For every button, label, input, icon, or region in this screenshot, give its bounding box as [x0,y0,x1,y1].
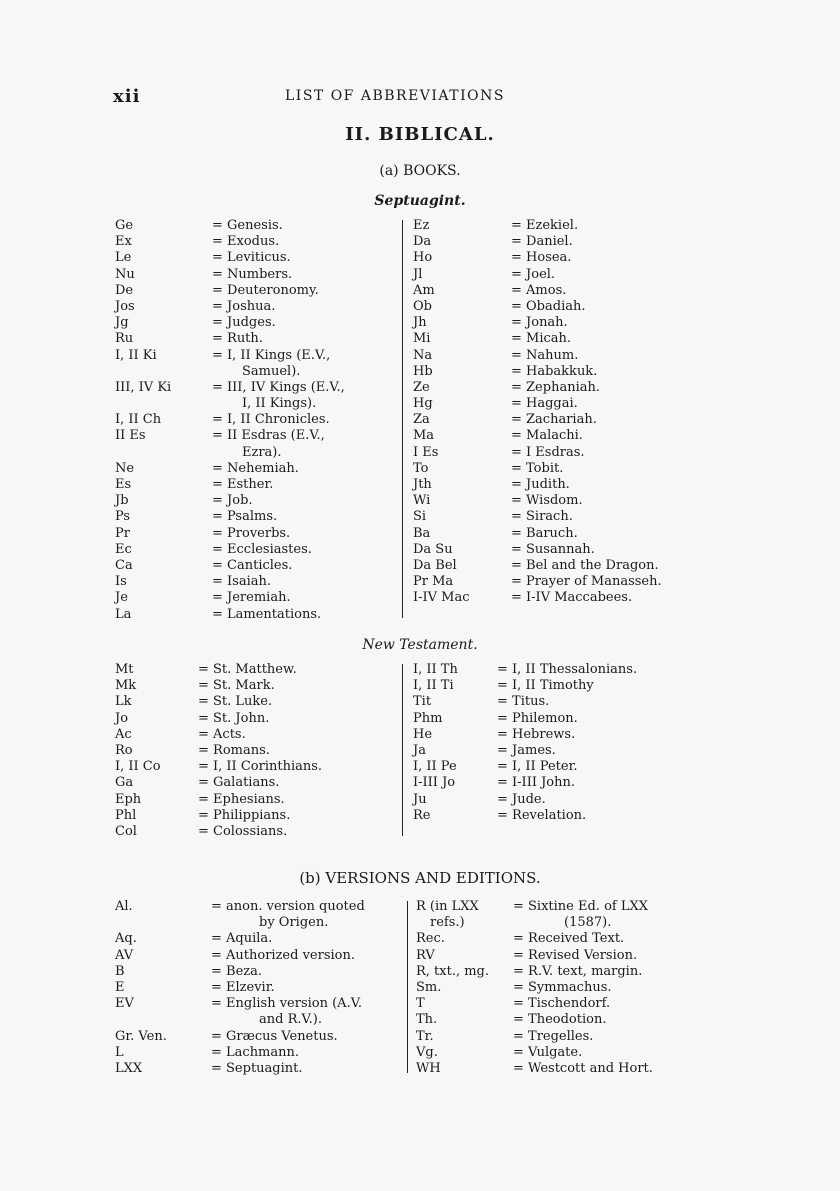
expansion: = Exodus. [212,234,280,250]
septuagint-left-list [115,218,405,623]
expansion: = James. [497,742,556,758]
abbreviation: I Es [413,444,439,460]
abbreviation: Wi [413,493,431,509]
expansion: = II Esdras (E.V., [212,428,325,444]
expansion: = Esther. [212,477,274,493]
expansion: = Nehemiah. [212,460,299,476]
expansion: = I Esdras. [511,444,585,460]
running-title: LIST OF ABBREVIATIONS [285,88,505,104]
abbreviation-entry [115,234,405,250]
abbreviation: Si [413,509,427,525]
abbreviation-entry [413,808,703,824]
expansion: = Nahum. [511,347,579,363]
expansion: = Symmachus. [513,979,612,995]
abbreviation: Am [413,282,435,298]
abbreviation: Jo [115,710,129,726]
abbreviation-entry [413,364,703,380]
abbreviation: Mt [115,662,134,677]
abbreviation-entry [413,542,703,558]
expansion: = Haggai. [511,396,578,412]
abbreviation-entry [413,250,703,266]
abbreviation: Aq. [115,931,137,947]
abbreviation-entry [115,607,405,623]
abbreviation: WH [416,1060,441,1076]
expansion: = Prayer of Manasseh. [511,574,662,590]
abbreviation: AV [115,947,134,963]
abbreviation-entry [413,267,703,283]
page-number: xii [113,86,141,107]
abbreviation-entry [115,428,405,460]
abbreviation-entry [115,662,395,678]
expansion: = I, II Kings (E.V., [212,347,331,363]
abbreviation: II Es [115,428,146,444]
abbreviation: Re [413,807,431,823]
abbreviation-entry [413,574,703,590]
expansion: = Romans. [198,742,270,758]
abbreviation: Da Su [413,541,453,557]
expansion: = Jeremiah. [212,590,291,606]
abbreviation-entry [413,509,703,525]
nt-right-list [413,662,703,824]
abbreviation: Mi [413,331,431,347]
expansion: = Ecclesiastes. [212,541,312,557]
expansion: = Zachariah. [511,412,597,428]
abbreviation: Ex [115,234,132,250]
abbreviation-entry [416,980,706,996]
expansion: = Wisdom. [511,493,583,509]
abbreviation: Ma [413,428,435,444]
expansion: = Revelation. [497,807,587,823]
abbreviation: Na [413,347,433,363]
abbreviation: Phl [115,807,137,823]
expansion: = Beza. [211,963,263,979]
abbreviation-entry [115,711,395,727]
abbreviation-entry [115,792,395,808]
abbreviation: Rec. [416,931,445,947]
septuagint-heading: Septuagint. [374,193,466,209]
expansion: = I, II Peter. [497,759,578,775]
abbreviation-entry [115,412,405,428]
abbreviation-entry [413,234,703,250]
abbreviation-entry [413,727,703,743]
abbreviation: Ru [115,331,134,347]
expansion: = Genesis. [212,218,283,233]
abbreviation-entry [413,493,703,509]
abbreviation-entry [115,1029,405,1045]
expansion: = Ezekiel. [511,218,579,233]
expansion: = Psalms. [212,509,278,525]
abbreviation: Ps [115,509,131,525]
abbreviation: Jl [413,266,423,282]
abbreviation-entry [413,315,703,331]
abbreviation: Al. [115,899,133,914]
abbreviation: Is [115,574,127,590]
abbreviation-entry [115,808,395,824]
abbreviation: Jg [115,315,129,331]
expansion: = St. Matthew. [198,662,297,677]
abbreviation-entry [413,299,703,315]
abbreviation-entry [413,694,703,710]
expansion-continuation: I, II Kings). [242,396,317,412]
abbreviation-entry [413,477,703,493]
abbreviation-entry [413,558,703,574]
abbreviation: Es [115,477,132,493]
abbreviation-entry [413,380,703,396]
abbreviation-entry [115,526,405,542]
abbreviation: Jh [413,315,427,331]
expansion: = Job. [212,493,253,509]
abbreviation-entry [115,964,405,980]
expansion: = Hebrews. [497,726,576,742]
abbreviation-entry [115,509,405,525]
abbreviation-entry [416,931,706,947]
expansion: = Habakkuk. [511,363,598,379]
abbreviation-entry [413,348,703,364]
abbreviation-entry [416,1045,706,1061]
abbreviation-entry [115,948,405,964]
expansion-continuation: (1587). [564,915,612,931]
abbreviation-entry [413,526,703,542]
expansion-continuation: and R.V.). [259,1012,322,1028]
expansion: = Tobit. [511,460,564,476]
expansion: = Sixtine Ed. of LXX [513,899,648,914]
expansion: = Baruch. [511,525,578,541]
abbreviation-entry [115,218,405,234]
abbreviation-entry [413,743,703,759]
expansion: = Judges. [212,315,276,331]
expansion: = Jude. [497,791,546,807]
abbreviation-entry [115,590,405,606]
column-divider [407,901,408,1073]
expansion: = Aquila. [211,931,273,947]
nt-left-list [115,662,395,840]
expansion-continuation: Ezra). [242,444,282,460]
abbreviation: Eph [115,791,142,807]
abbreviation: Da Bel [413,557,457,573]
expansion: = Numbers. [212,266,293,282]
abbreviation-entry [115,899,405,931]
expansion: = Joshua. [212,298,276,314]
expansion: = III, IV Kings (E.V., [212,379,345,395]
expansion: = Lamentations. [212,606,322,622]
abbreviation: Ze [413,379,430,395]
abbreviation-entry [413,218,703,234]
expansion: = Obadiah. [511,298,586,314]
expansion: = Susannah. [511,541,595,557]
abbreviation: Tr. [416,1028,434,1044]
expansion: = Daniel. [511,234,573,250]
expansion: = St. Luke. [198,694,273,710]
abbreviation-entry [115,380,405,412]
abbreviation-entry [115,980,405,996]
expansion: = Proverbs. [212,525,291,541]
abbreviation: R, txt., mg. [416,963,490,979]
expansion: = Colossians. [198,823,288,839]
abbreviation-entry [115,477,405,493]
abbreviation: LXX [115,1060,143,1076]
abbreviation: I, II Ch [115,412,162,428]
abbreviation-entry [115,1061,405,1077]
expansion: = I-IV Maccabees. [511,590,633,606]
abbreviation-entry [416,1061,706,1077]
abbreviation-entry [115,331,405,347]
expansion: = St. John. [198,710,270,726]
versions-right-list [416,899,706,1077]
expansion: = Vulgate. [513,1044,583,1060]
expansion: = Ruth. [212,331,263,347]
expansion: = Deuteronomy. [212,282,319,298]
abbreviation-entry [413,759,703,775]
expansion: = Malachi. [511,428,583,444]
abbreviation-entry [416,1029,706,1045]
abbreviation: Jb [115,493,129,509]
abbreviation-entry [115,743,395,759]
abbreviation: Da [413,234,432,250]
abbreviation: Ob [413,298,432,314]
abbreviation: I, II Ki [115,347,157,363]
abbreviation: La [115,606,132,622]
expansion: = I, II Chronicles. [212,412,330,428]
expansion: = Micah. [511,331,572,347]
abbreviation: Ca [115,557,133,573]
expansion: = Titus. [497,694,550,710]
abbreviation: Pr [115,525,130,541]
abbreviation-entry [115,493,405,509]
abbreviation: I, II Pe [413,759,457,775]
abbreviation: I-III Jo [413,775,456,791]
abbreviation: Za [413,412,430,428]
abbreviation: EV [115,996,134,1012]
abbreviation-entry [413,283,703,299]
expansion: = Zephaniah. [511,379,600,395]
abbreviation: Ec [115,541,132,557]
expansion: = Græcus Venetus. [211,1028,338,1044]
abbreviation-entry [413,711,703,727]
books-heading: (a) BOOKS. [379,163,461,179]
abbreviation-entry [115,315,405,331]
abbreviation: Lk [115,694,132,710]
abbreviation-entry [416,1012,706,1028]
expansion: = I, II Corinthians. [198,759,323,775]
abbreviation-entry [115,678,395,694]
expansion: = Received Text. [513,931,625,947]
abbreviation: Mk [115,678,137,694]
abbreviation-entry [413,678,703,694]
expansion: = Ephesians. [198,791,285,807]
abbreviation: Ga [115,775,134,791]
abbreviation: Ac [115,726,132,742]
abbreviation-entry [115,461,405,477]
expansion: = Authorized version. [211,947,355,963]
abbreviation-entry [413,445,703,461]
abbreviation: Pr Ma [413,574,454,590]
abbreviation-entry [115,542,405,558]
abbreviation: Ju [413,791,427,807]
septuagint-right-list [413,218,703,607]
abbreviation-entry [115,283,405,299]
abbreviation: RV [416,947,435,963]
abbreviation: I, II Co [115,759,161,775]
abbreviation-entry [115,775,395,791]
abbreviation-entry [413,590,703,606]
abbreviation: Ba [413,525,431,541]
abbreviation: To [413,460,429,476]
abbreviation-entry [115,299,405,315]
expansion: = Hosea. [511,250,572,266]
expansion-continuation: by Origen. [259,915,329,931]
expansion: = Galatians. [198,775,280,791]
abbreviation: Le [115,250,132,266]
abbreviation-entry [115,250,405,266]
abbreviation-entry [115,824,395,840]
abbreviation: Ne [115,460,135,476]
expansion: = Philippians. [198,807,291,823]
abbreviation-entry [115,759,395,775]
expansion: = Jonah. [511,315,568,331]
abbreviation-entry [413,412,703,428]
abbreviation-entry [115,694,395,710]
expansion-continuation: Samuel). [242,363,301,379]
nt-heading: New Testament. [362,637,478,653]
abbreviation-continuation: refs.) [430,915,465,931]
section-title: II. BIBLICAL. [345,124,495,145]
abbreviation: Nu [115,266,135,282]
column-divider [402,664,403,836]
expansion: = Westcott and Hort. [513,1060,653,1076]
expansion: = Tregelles. [513,1028,594,1044]
abbreviation: Tit [413,694,432,710]
expansion: = Judith. [511,477,570,492]
abbreviation: R (in LXX [416,899,479,914]
abbreviation-entry [413,396,703,412]
expansion: = R.V. text, margin. [513,963,643,979]
abbreviation: Ro [115,742,133,758]
column-divider [402,220,403,618]
abbreviation-entry [413,428,703,444]
abbreviation: He [413,726,433,742]
versions-left-list [115,899,405,1077]
abbreviation: Jth [413,477,432,492]
abbreviation: Ez [413,218,430,233]
abbreviation-entry [413,331,703,347]
abbreviation-entry [413,662,703,678]
abbreviation: E [115,979,125,995]
abbreviation-entry [115,1045,405,1061]
expansion: = Philemon. [497,710,578,726]
abbreviation-entry [115,267,405,283]
abbreviation: B [115,963,125,979]
abbreviation: Gr. Ven. [115,1028,167,1044]
expansion: = Bel and the Dragon. [511,557,659,573]
expansion: = I-III John. [497,775,576,791]
abbreviation: Col [115,823,137,839]
abbreviation: Sm. [416,979,442,995]
abbreviation-entry [115,727,395,743]
expansion: = Joel. [511,266,556,282]
expansion: = Sirach. [511,509,573,525]
expansion: = Tischendorf. [513,996,611,1012]
abbreviation: Jos [115,298,135,314]
abbreviation: Ja [413,742,426,758]
expansion: = Leviticus. [212,250,291,266]
abbreviation-entry [115,996,405,1028]
abbreviation: De [115,282,134,298]
abbreviation-entry [416,996,706,1012]
expansion: = anon. version quoted [211,899,365,914]
abbreviation-entry [416,964,706,980]
abbreviation: III, IV Ki [115,379,172,395]
abbreviation-entry [413,775,703,791]
abbreviation-entry [413,461,703,477]
abbreviation-entry [115,574,405,590]
abbreviation: Vg. [416,1044,438,1060]
abbreviation: Phm [413,710,443,726]
abbreviation-entry [413,792,703,808]
versions-heading: (b) VERSIONS AND EDITIONS. [299,869,541,887]
expansion: = Amos. [511,282,567,298]
expansion: = Isaiah. [212,574,271,590]
abbreviation: I, II Th [413,662,458,677]
abbreviation: Th. [416,1012,438,1028]
expansion: = I, II Timothy [497,678,594,694]
abbreviation-entry [115,931,405,947]
abbreviation: Je [115,590,128,606]
expansion: = Lachmann. [211,1044,300,1060]
abbreviation-entry [115,558,405,574]
expansion: = Acts. [198,726,246,742]
expansion: = Septuagint. [211,1060,303,1076]
abbreviation: Ge [115,218,134,233]
abbreviation-entry [416,899,706,931]
expansion: = St. Mark. [198,678,275,694]
abbreviation: Hb [413,363,433,379]
expansion: = Elzevir. [211,979,275,995]
abbreviation: Ho [413,250,433,266]
abbreviation-entry [115,348,405,380]
page-header [113,86,733,110]
abbreviation: L [115,1044,124,1060]
expansion: = Revised Version. [513,947,638,963]
expansion: = English version (A.V. [211,996,362,1012]
expansion: = I, II Thessalonians. [497,662,638,677]
expansion: = Canticles. [212,557,293,573]
abbreviation: T [416,996,425,1012]
abbreviation: Hg [413,396,433,412]
abbreviation-entry [416,948,706,964]
expansion: = Theodotion. [513,1012,607,1028]
abbreviation: I-IV Mac [413,590,470,606]
abbreviation: I, II Ti [413,678,454,694]
